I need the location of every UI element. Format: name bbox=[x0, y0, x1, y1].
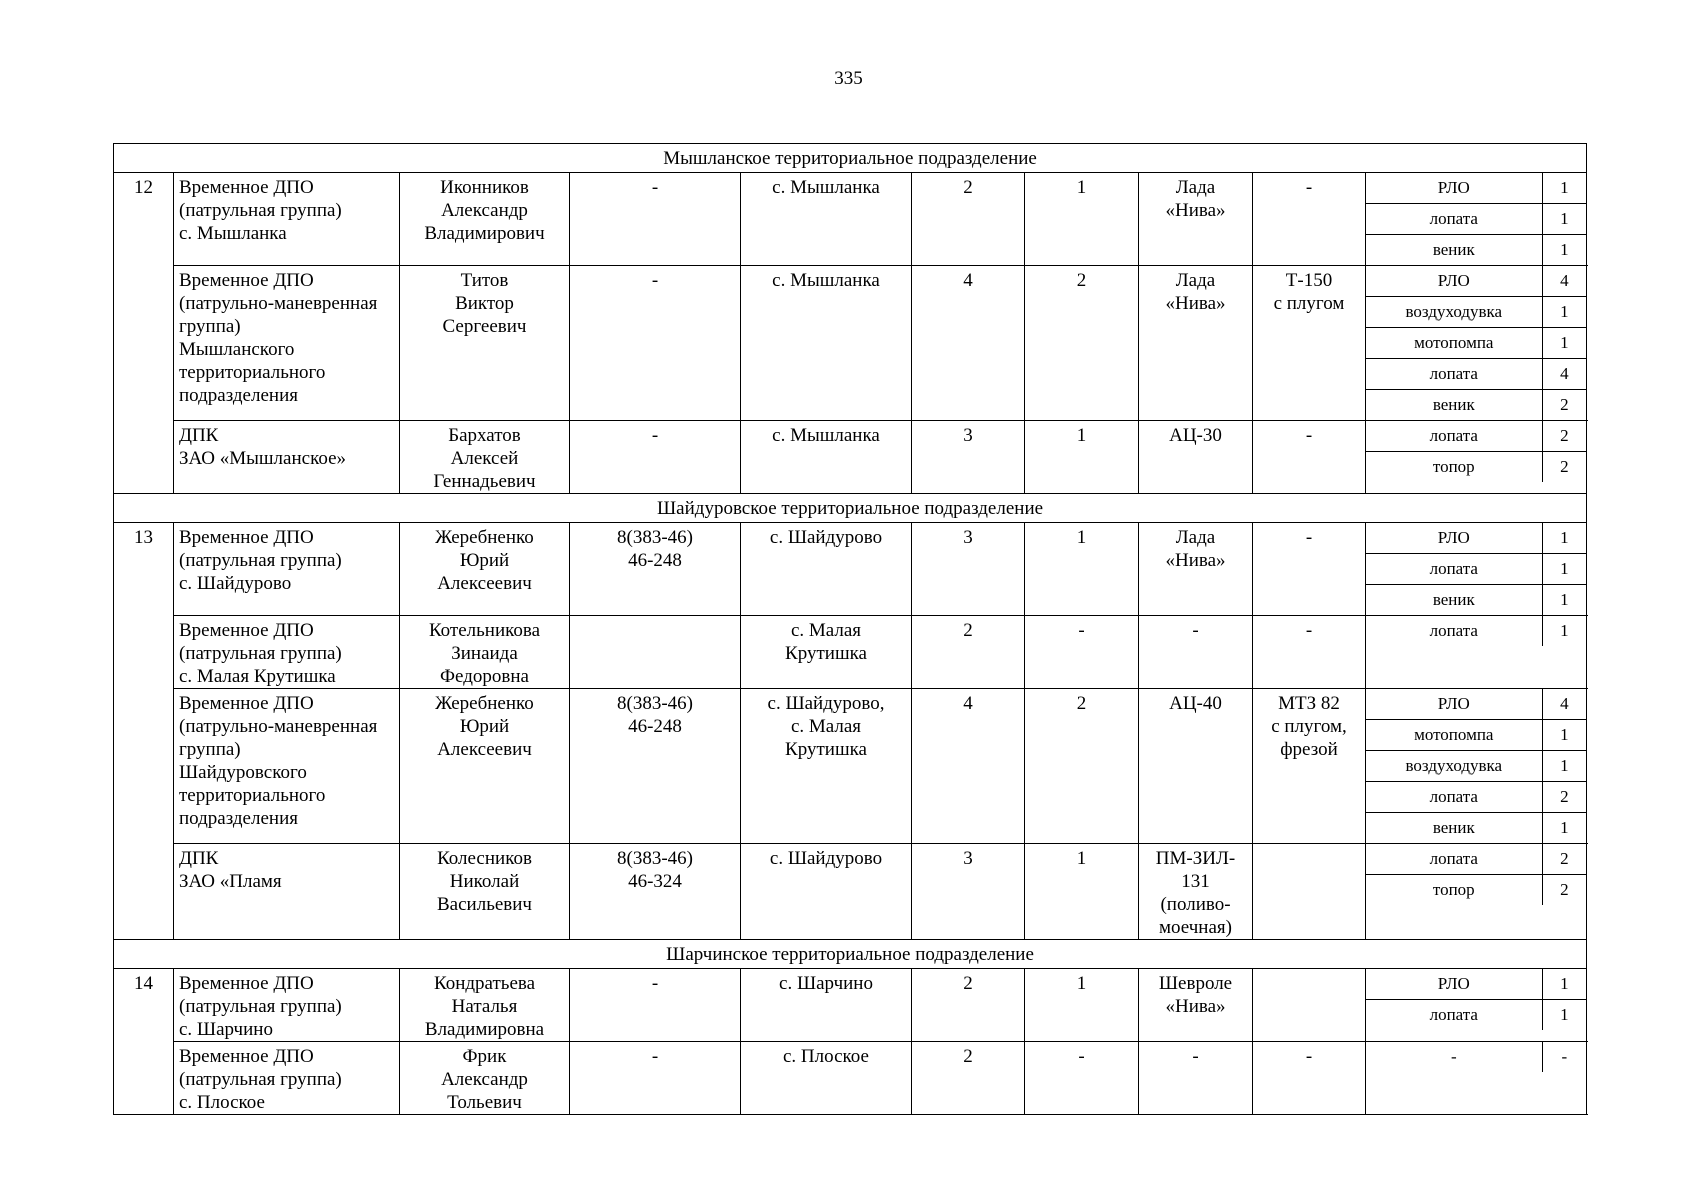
responsible-person-line: Иконников bbox=[440, 177, 529, 198]
unit-name bbox=[174, 844, 400, 940]
equipment-row bbox=[1366, 813, 1586, 844]
phone bbox=[570, 1042, 741, 1115]
equipment-table bbox=[1366, 844, 1586, 905]
responsible-person-line: Колесников bbox=[437, 848, 532, 869]
unit-name-line: с. Плоское bbox=[179, 1092, 265, 1113]
equipment-item: лопата bbox=[1429, 621, 1478, 640]
section-title: Шайдуровское территориальное подразделение bbox=[114, 494, 1587, 523]
equipment-item: воздуходувка bbox=[1366, 751, 1542, 782]
equipment-item: топор bbox=[1366, 875, 1542, 906]
equipment-row bbox=[1366, 751, 1586, 782]
equipment-qty: 1 bbox=[1542, 554, 1586, 585]
unit-name-line: (патрульная группа) bbox=[179, 200, 342, 221]
vehicle bbox=[1139, 266, 1253, 421]
equipment-cell bbox=[1366, 969, 1587, 1042]
equipment-qty: 1 bbox=[1542, 813, 1586, 844]
equipment-qty: 1 bbox=[1542, 969, 1586, 1000]
equipment-table bbox=[1366, 969, 1586, 1030]
special-equipment bbox=[1253, 266, 1366, 421]
equipment-qty: 1 bbox=[1542, 585, 1586, 616]
vehicle bbox=[1139, 969, 1253, 1042]
section-title: Мышланское территориальное подразделение bbox=[114, 144, 1587, 173]
section-header-row bbox=[114, 144, 1587, 173]
locality-line: с. Мышланка bbox=[772, 177, 880, 198]
equipment-table bbox=[1366, 173, 1586, 265]
equipment-cell bbox=[1366, 266, 1587, 421]
equipment-row bbox=[1366, 390, 1586, 421]
phone bbox=[570, 689, 741, 844]
equipment-row bbox=[1366, 235, 1586, 266]
people-count: 3 bbox=[912, 523, 1025, 616]
locality-line: Крутишка bbox=[785, 739, 867, 760]
responsible-person bbox=[400, 969, 570, 1042]
equipment-qty: 2 bbox=[1542, 452, 1586, 483]
equipment-cell bbox=[1366, 844, 1587, 940]
units-count: - bbox=[1025, 1042, 1139, 1115]
unit-name-line: ДПК bbox=[179, 425, 219, 446]
equipment-row bbox=[1366, 359, 1586, 390]
special-equipment-line: - bbox=[1305, 1046, 1313, 1067]
special-equipment bbox=[1253, 844, 1366, 940]
unit-name-line: (патрульная группа) bbox=[179, 643, 342, 664]
equipment-cell bbox=[1366, 1042, 1587, 1115]
unit-name-line: Временное ДПО bbox=[179, 527, 314, 548]
equipment-row bbox=[1366, 844, 1586, 875]
table-row bbox=[114, 969, 1587, 1042]
units-count: 1 bbox=[1025, 969, 1139, 1042]
equipment-row bbox=[1366, 421, 1586, 452]
equipment-cell bbox=[1366, 173, 1587, 266]
vehicle bbox=[1139, 616, 1253, 689]
equipment-row bbox=[1366, 204, 1586, 235]
equipment-qty: 1 bbox=[1542, 204, 1586, 235]
unit-name-line: (патрульная группа) bbox=[179, 1069, 342, 1090]
responsible-person-line: Котельникова bbox=[428, 620, 541, 641]
equipment-row bbox=[1366, 1000, 1586, 1031]
equipment-row bbox=[1366, 266, 1586, 297]
locality-line: с. Шайдурово, bbox=[767, 693, 885, 714]
equipment-item: веник bbox=[1366, 235, 1542, 266]
unit-name-line: территориального bbox=[179, 785, 326, 806]
units-count: - bbox=[1025, 616, 1139, 689]
unit-name-line: Мышланского bbox=[179, 339, 295, 360]
vehicle bbox=[1139, 689, 1253, 844]
table-row bbox=[114, 689, 1587, 844]
units-table bbox=[113, 143, 1587, 1115]
responsible-person-line: Тольевич bbox=[447, 1092, 522, 1113]
phone-line: 8(383-46) bbox=[617, 693, 693, 714]
table-row bbox=[114, 173, 1587, 266]
locality-line: с. Шайдурово bbox=[769, 527, 883, 548]
responsible-person-line: Титов bbox=[460, 270, 509, 291]
unit-name-line: (патрульная группа) bbox=[179, 550, 342, 571]
responsible-person bbox=[400, 266, 570, 421]
row-number: 14 bbox=[114, 969, 174, 1115]
responsible-person-line: Владимировна bbox=[424, 1019, 545, 1040]
vehicle-line: - bbox=[1192, 1046, 1199, 1067]
unit-name-line: (патрульная группа) bbox=[179, 996, 342, 1017]
unit-name-line: Временное ДПО bbox=[179, 620, 314, 641]
equipment-qty: 1 bbox=[1542, 173, 1586, 204]
equipment-item: лопата bbox=[1366, 782, 1542, 813]
phone bbox=[570, 844, 741, 940]
special-equipment-line: - bbox=[1305, 425, 1313, 446]
equipment-qty: 2 bbox=[1542, 390, 1586, 421]
special-equipment bbox=[1253, 969, 1366, 1042]
equipment-item: лопата bbox=[1366, 204, 1542, 235]
unit-name-line: Шайдуровского bbox=[179, 762, 307, 783]
locality-line: с. Мышланка bbox=[772, 270, 880, 291]
phone bbox=[570, 421, 741, 494]
special-equipment-line: - bbox=[1305, 620, 1313, 641]
locality bbox=[741, 1042, 912, 1115]
vehicle bbox=[1139, 173, 1253, 266]
locality-line: с. Шайдурово bbox=[769, 848, 883, 869]
equipment-row bbox=[1366, 720, 1586, 751]
equipment-row bbox=[1366, 1042, 1586, 1072]
equipment-table bbox=[1366, 523, 1586, 615]
equipment-row bbox=[1366, 782, 1586, 813]
table-row bbox=[114, 1042, 1587, 1115]
section-header-row bbox=[114, 940, 1587, 969]
equipment-qty: 4 bbox=[1542, 359, 1586, 390]
locality bbox=[741, 266, 912, 421]
equipment-item: воздуходувка bbox=[1366, 297, 1542, 328]
equipment-item: РЛО bbox=[1437, 528, 1470, 547]
equipment-item: лопата bbox=[1366, 359, 1542, 390]
equipment-item: веник bbox=[1366, 390, 1542, 421]
equipment-row bbox=[1366, 297, 1586, 328]
equipment-item: РЛО bbox=[1437, 694, 1470, 713]
equipment-item: веник bbox=[1366, 813, 1542, 844]
unit-name bbox=[174, 266, 400, 421]
table-row bbox=[114, 266, 1587, 421]
people-count: 2 bbox=[912, 173, 1025, 266]
special-equipment-line: - bbox=[1305, 177, 1313, 198]
unit-name-line: территориального bbox=[179, 362, 326, 383]
phone bbox=[570, 969, 741, 1042]
equipment-row bbox=[1366, 616, 1586, 646]
equipment-table bbox=[1366, 266, 1586, 420]
unit-name bbox=[174, 616, 400, 689]
locality bbox=[741, 616, 912, 689]
responsible-person-line: Федоровна bbox=[440, 666, 529, 687]
responsible-person-line: Наталья bbox=[451, 996, 518, 1017]
phone-line: 46-324 bbox=[628, 871, 682, 892]
responsible-person bbox=[400, 173, 570, 266]
people-count: 3 bbox=[912, 421, 1025, 494]
equipment-qty: 1 bbox=[1542, 523, 1586, 554]
responsible-person-line: Сергеевич bbox=[442, 316, 527, 337]
vehicle bbox=[1139, 844, 1253, 940]
vehicle-line: ПМ-ЗИЛ- bbox=[1155, 848, 1236, 869]
unit-name-line: Временное ДПО bbox=[179, 973, 314, 994]
phone-line: 8(383-46) bbox=[617, 527, 693, 548]
vehicle-line: «Нива» bbox=[1165, 200, 1226, 221]
phone-line: - bbox=[651, 270, 659, 291]
equipment-row bbox=[1366, 585, 1586, 616]
special-equipment-line: - bbox=[1305, 527, 1313, 548]
vehicle-line: «Нива» bbox=[1165, 996, 1226, 1017]
unit-name-line: группа) bbox=[179, 739, 241, 760]
phone bbox=[570, 523, 741, 616]
people-count: 3 bbox=[912, 844, 1025, 940]
page-number: 335 bbox=[834, 68, 863, 89]
responsible-person-line: Александр bbox=[441, 1069, 528, 1090]
vehicle-line: Лада bbox=[1175, 527, 1216, 548]
units-count: 2 bbox=[1025, 689, 1139, 844]
equipment-item: - bbox=[1450, 1047, 1457, 1066]
unit-name-line: с. Малая Крутишка bbox=[179, 666, 336, 687]
people-count: 2 bbox=[912, 969, 1025, 1042]
responsible-person bbox=[400, 616, 570, 689]
equipment-item: топор bbox=[1366, 452, 1542, 483]
responsible-person-line: Владимирович bbox=[424, 223, 545, 244]
vehicle-line: Лада bbox=[1175, 270, 1216, 291]
unit-name-line: подразделения bbox=[179, 385, 298, 406]
special-equipment bbox=[1253, 173, 1366, 266]
units-count: 1 bbox=[1025, 523, 1139, 616]
equipment-qty: 1 bbox=[1542, 720, 1586, 751]
equipment-qty: 1 bbox=[1542, 616, 1586, 646]
row-number: 12 bbox=[114, 173, 174, 494]
unit-name bbox=[174, 173, 400, 266]
vehicle-line: Шевроле bbox=[1158, 973, 1233, 994]
equipment-qty: 1 bbox=[1542, 751, 1586, 782]
responsible-person-line: Виктор bbox=[455, 293, 514, 314]
equipment-item: РЛО bbox=[1437, 974, 1470, 993]
responsible-person-line: Алексеевич bbox=[437, 739, 532, 760]
special-equipment bbox=[1253, 421, 1366, 494]
locality-line: с. Малая bbox=[790, 716, 862, 737]
responsible-person-line: Жеребненко bbox=[435, 527, 534, 548]
responsible-person bbox=[400, 421, 570, 494]
special-equipment bbox=[1253, 689, 1366, 844]
equipment-item: лопата bbox=[1429, 849, 1478, 868]
people-count: 4 bbox=[912, 266, 1025, 421]
equipment-cell bbox=[1366, 689, 1587, 844]
unit-name-line: с. Шарчино bbox=[179, 1019, 273, 1040]
responsible-person-line: Николай bbox=[449, 871, 520, 892]
responsible-person-line: Алексей bbox=[450, 448, 519, 469]
equipment-qty: 4 bbox=[1542, 266, 1586, 297]
locality-line: с. Шарчино bbox=[779, 973, 873, 994]
equipment-item: РЛО bbox=[1437, 271, 1470, 290]
locality bbox=[741, 969, 912, 1042]
unit-name-line: ЗАО «Мышланское» bbox=[179, 448, 347, 469]
equipment-item: веник bbox=[1366, 585, 1542, 616]
vehicle-line: АЦ-30 bbox=[1169, 425, 1222, 446]
locality bbox=[741, 421, 912, 494]
equipment-cell bbox=[1366, 421, 1587, 494]
equipment-qty: 1 bbox=[1542, 1000, 1586, 1031]
vehicle bbox=[1139, 1042, 1253, 1115]
equipment-item: РЛО bbox=[1437, 178, 1470, 197]
equipment-qty: 2 bbox=[1542, 421, 1586, 452]
responsible-person bbox=[400, 844, 570, 940]
phone-line: 8(383-46) bbox=[617, 848, 693, 869]
units-count: 1 bbox=[1025, 844, 1139, 940]
vehicle-line: АЦ-40 bbox=[1169, 693, 1222, 714]
locality-line: Крутишка bbox=[785, 643, 867, 664]
responsible-person-line: Бархатов bbox=[448, 425, 521, 446]
equipment-qty: - bbox=[1542, 1042, 1586, 1072]
locality bbox=[741, 844, 912, 940]
equipment-row bbox=[1366, 523, 1586, 554]
responsible-person-line: Юрий bbox=[459, 716, 510, 737]
equipment-item: лопата bbox=[1429, 426, 1478, 445]
unit-name-line: подразделения bbox=[179, 808, 298, 829]
unit-name-line: Временное ДПО bbox=[179, 177, 314, 198]
special-equipment-line: с плугом, bbox=[1271, 716, 1347, 737]
responsible-person bbox=[400, 1042, 570, 1115]
unit-name bbox=[174, 689, 400, 844]
phone bbox=[570, 616, 741, 689]
equipment-row bbox=[1366, 689, 1586, 720]
responsible-person-line: Жеребненко bbox=[435, 693, 534, 714]
special-equipment-line: с плугом bbox=[1273, 293, 1345, 314]
responsible-person bbox=[400, 523, 570, 616]
unit-name-line: с. Мышланка bbox=[179, 223, 287, 244]
unit-name bbox=[174, 523, 400, 616]
equipment-row bbox=[1366, 554, 1586, 585]
locality bbox=[741, 689, 912, 844]
equipment-row bbox=[1366, 969, 1586, 1000]
responsible-person-line: Александр bbox=[441, 200, 528, 221]
row-number: 13 bbox=[114, 523, 174, 940]
units-count: 1 bbox=[1025, 421, 1139, 494]
unit-name-line: (патрульно-маневренная bbox=[179, 293, 378, 314]
people-count: 2 bbox=[912, 616, 1025, 689]
responsible-person-line: Геннадьевич bbox=[433, 471, 536, 492]
people-count: 4 bbox=[912, 689, 1025, 844]
special-equipment bbox=[1253, 616, 1366, 689]
equipment-qty: 1 bbox=[1542, 297, 1586, 328]
equipment-qty: 2 bbox=[1542, 782, 1586, 813]
unit-name-line: Временное ДПО bbox=[179, 270, 314, 291]
locality-line: с. Плоское bbox=[783, 1046, 869, 1067]
vehicle-line: - bbox=[1192, 620, 1199, 641]
responsible-person-line: Кондратьева bbox=[433, 973, 536, 994]
vehicle bbox=[1139, 421, 1253, 494]
unit-name-line: Временное ДПО bbox=[179, 693, 314, 714]
unit-name bbox=[174, 421, 400, 494]
units-count: 1 bbox=[1025, 173, 1139, 266]
unit-name-line: ЗАО «Пламя bbox=[179, 871, 282, 892]
equipment-row bbox=[1366, 173, 1586, 204]
equipment-qty: 4 bbox=[1542, 689, 1586, 720]
phone-line: - bbox=[651, 1046, 659, 1067]
special-equipment-line: Т-150 bbox=[1285, 270, 1333, 291]
section-title: Шарчинское территориальное подразделение bbox=[114, 940, 1587, 969]
special-equipment bbox=[1253, 1042, 1366, 1115]
equipment-item: мотопомпа bbox=[1366, 328, 1542, 359]
responsible-person-line: Фрик bbox=[462, 1046, 507, 1067]
locality bbox=[741, 523, 912, 616]
table-row bbox=[114, 421, 1587, 494]
phone bbox=[570, 266, 741, 421]
table-row bbox=[114, 616, 1587, 689]
section-header-row bbox=[114, 494, 1587, 523]
people-count: 2 bbox=[912, 1042, 1025, 1115]
equipment-item: мотопомпа bbox=[1366, 720, 1542, 751]
vehicle-line: 131 bbox=[1181, 871, 1210, 892]
unit-name-line: ДПК bbox=[179, 848, 219, 869]
responsible-person-line: Васильевич bbox=[437, 894, 532, 915]
unit-name bbox=[174, 969, 400, 1042]
vehicle bbox=[1139, 523, 1253, 616]
responsible-person-line: Алексеевич bbox=[437, 573, 532, 594]
vehicle-line: «Нива» bbox=[1165, 293, 1226, 314]
locality-line: с. Мышланка bbox=[772, 425, 880, 446]
equipment-qty: 2 bbox=[1542, 844, 1586, 875]
equipment-row bbox=[1366, 328, 1586, 359]
units-count: 2 bbox=[1025, 266, 1139, 421]
responsible-person-line: Зинаида bbox=[451, 643, 518, 664]
equipment-table bbox=[1366, 616, 1586, 646]
unit-name bbox=[174, 1042, 400, 1115]
equipment-qty: 1 bbox=[1542, 235, 1586, 266]
unit-name-line: группа) bbox=[179, 316, 241, 337]
unit-name-line: Временное ДПО bbox=[179, 1046, 314, 1067]
equipment-row bbox=[1366, 452, 1586, 483]
phone-line: - bbox=[651, 177, 659, 198]
equipment-item: лопата bbox=[1366, 1000, 1542, 1031]
responsible-person-line: Юрий bbox=[459, 550, 510, 571]
locality-line: с. Малая bbox=[790, 620, 862, 641]
vehicle-line: Лада bbox=[1175, 177, 1216, 198]
table-row bbox=[114, 844, 1587, 940]
phone-line: - bbox=[651, 973, 659, 994]
vehicle-line: «Нива» bbox=[1165, 550, 1226, 571]
phone-line: - bbox=[651, 425, 659, 446]
equipment-qty: 2 bbox=[1542, 875, 1586, 906]
equipment-table bbox=[1366, 421, 1586, 482]
special-equipment-line: фрезой bbox=[1280, 739, 1338, 760]
phone bbox=[570, 173, 741, 266]
equipment-cell bbox=[1366, 616, 1587, 689]
vehicle-line: (поливо- bbox=[1160, 894, 1231, 915]
special-equipment-line: МТЗ 82 bbox=[1278, 693, 1340, 714]
equipment-table bbox=[1366, 1042, 1586, 1072]
equipment-cell bbox=[1366, 523, 1587, 616]
equipment-table bbox=[1366, 689, 1586, 843]
equipment-row bbox=[1366, 875, 1586, 906]
special-equipment bbox=[1253, 523, 1366, 616]
equipment-qty: 1 bbox=[1542, 328, 1586, 359]
unit-name-line: с. Шайдурово bbox=[179, 573, 292, 594]
responsible-person bbox=[400, 689, 570, 844]
vehicle-line: моечная) bbox=[1159, 917, 1232, 938]
phone-line: 46-248 bbox=[628, 716, 682, 737]
table-row bbox=[114, 523, 1587, 616]
unit-name-line: (патрульно-маневренная bbox=[179, 716, 378, 737]
phone-line: 46-248 bbox=[628, 550, 682, 571]
equipment-item: лопата bbox=[1366, 554, 1542, 585]
locality bbox=[741, 173, 912, 266]
